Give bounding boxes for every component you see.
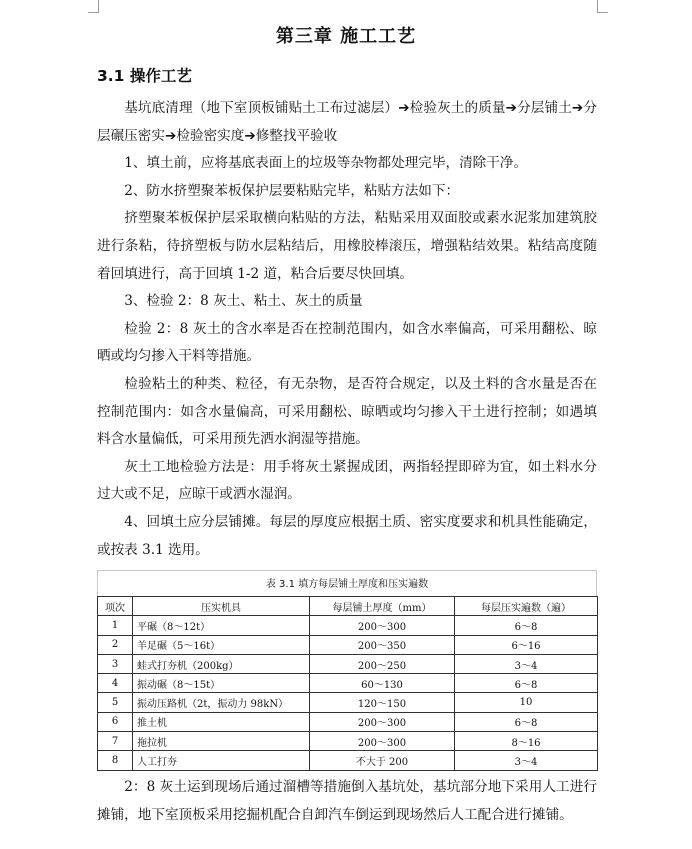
cell-index: 6: [98, 712, 133, 731]
section-title: 3.1 操作工艺: [97, 67, 192, 85]
paragraph: 1、填土前，应将基底表面上的垃圾等杂物都处理完毕，清除干净。: [124, 155, 528, 172]
cell-thickness: 200～300: [310, 732, 455, 751]
table-row: [98, 751, 598, 770]
cell-passes: 6～16: [455, 635, 598, 654]
spec-table: [97, 596, 598, 771]
table-row: [98, 654, 598, 673]
paragraph: 挤塑聚苯板保护层采取横向粘贴的方法，粘贴采用双面胶或素水泥浆加建筑胶进行条粘，待挤塑板与防水层粘结后，用橡胶棒滚压，增强粘结效果。粘结高度随着回填进行，高于回填 1-2 道，粘合后要尽快回填。: [97, 210, 597, 282]
cell-index: 7: [98, 732, 133, 751]
cell-machine: 平碾（8～12t）: [133, 616, 310, 635]
paragraph: 基坑底清理（地下室顶板铺贴土工布过滤层）➔检验灰土的质量➔分层铺土➔分层碾压密实➔检验密实度➔修整找平验收: [97, 100, 597, 144]
cell-index: 2: [98, 635, 133, 654]
paragraph: 检验 2：8 灰土的含水率是否在控制范围内，如含水率偏高，可采用翻松、晾晒或均匀掺入干料等措施。: [97, 320, 597, 365]
cell-index: 4: [98, 674, 133, 693]
table-header-row: [98, 597, 598, 616]
header-cell-thickness: 每层铺土厚度（mm）: [310, 597, 455, 616]
cell-passes: 6～8: [455, 712, 598, 731]
header-cell-passes: 每层压实遍数（遍）: [455, 597, 598, 616]
paragraph: 4、回填土应分层铺摊。每层的厚度应根据土质、密实度要求和机具性能确定，或按表 3.1 选用。: [97, 513, 597, 558]
cell-index: 5: [98, 693, 133, 712]
paragraph: 灰土工地检验方法是：用手将灰土紧握成团，两指轻捏即碎为宜，如土料水分过大或不足，应晾干或洒水湿润。: [97, 458, 597, 503]
cell-machine: 推土机: [133, 712, 310, 731]
table-row: [98, 674, 598, 693]
cell-machine: 拖拉机: [133, 732, 310, 751]
paragraph: 2、防水挤塑聚苯板保护层要粘贴完毕，粘贴方法如下：: [124, 182, 460, 199]
cell-passes: 3～4: [455, 654, 598, 673]
page-corner-mark-left: [88, 0, 99, 13]
page-corner-mark-right: [597, 0, 608, 13]
cell-passes: 6～8: [455, 616, 598, 635]
paragraph: 2：8 灰土运到现场后通过溜槽等措施倒入基坑处，基坑部分地下采用人工进行摊铺，地下室顶板采用挖掘机配合自卸汽车倒运到现场然后人工配合进行摊铺。: [97, 779, 597, 823]
cell-thickness: 120～150: [310, 693, 455, 712]
cell-passes: 6～8: [455, 674, 598, 693]
cell-thickness: 不大于 200: [310, 751, 455, 770]
cell-machine: 人工打夯: [133, 751, 310, 770]
cell-index: 1: [98, 616, 133, 635]
cell-machine: 蛙式打夯机（200kg）: [133, 654, 310, 673]
cell-thickness: 200～250: [310, 654, 455, 673]
cell-index: 8: [98, 751, 133, 770]
cell-passes: 3～4: [455, 751, 598, 770]
cell-machine: 振动碾（8～15t）: [133, 674, 310, 693]
cell-thickness: 60～130: [310, 674, 455, 693]
table-row: [98, 616, 598, 635]
tail-text: [97, 774, 597, 829]
chapter-title: 第三章 施工工艺: [275, 26, 417, 47]
table-row: [98, 693, 598, 712]
paragraph: 3、检验 2：8 灰土、粘土、灰土的质量: [124, 293, 363, 310]
cell-passes: 8～16: [455, 732, 598, 751]
table-caption: 表 3.1 填方每层铺土厚度和压实遍数: [97, 570, 597, 596]
cell-index: 3: [98, 654, 133, 673]
cell-machine: 羊足碾（5～16t）: [133, 635, 310, 654]
cell-machine: 振动压路机（2t，振动力 98kN）: [133, 693, 310, 712]
paragraph: 检验粘土的种类、粒径，有无杂物，是否符合规定，以及土料的含水量是否在控制范围内：如含水量偏高，可采用翻松、晾晒或均匀掺入干土进行控制；如遇填料含水量偏低，可采用预先洒水润湿等措施。: [97, 375, 597, 448]
cell-thickness: 200～300: [310, 712, 455, 731]
cell-thickness: 200～300: [310, 616, 455, 635]
table-row: [98, 732, 598, 751]
cell-passes: 10: [455, 693, 598, 712]
header-cell-machine: 压实机具: [133, 597, 310, 616]
body-text: [97, 95, 597, 564]
header-cell-index: 项次: [98, 597, 133, 616]
table-3-1: [97, 570, 597, 771]
table-row: [98, 635, 598, 654]
cell-thickness: 200～350: [310, 635, 455, 654]
table-row: [98, 712, 598, 731]
